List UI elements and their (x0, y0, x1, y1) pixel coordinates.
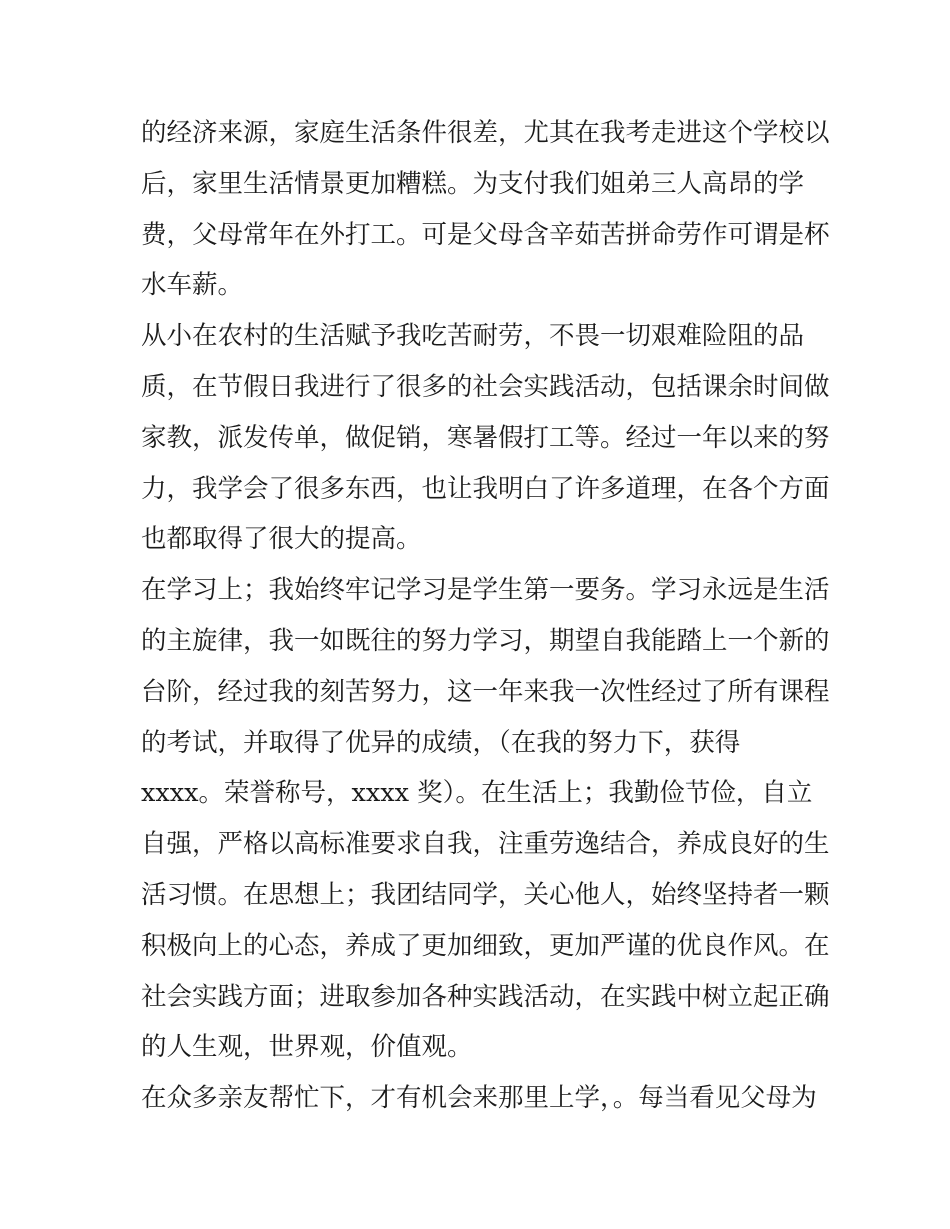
text-line: 在学习上；我始终牢记学习是学生第一要务。学习永远是生活 (141, 575, 830, 606)
text-line: 的考试，并取得了优异的成绩，（在我的努力下，获得 (141, 727, 741, 758)
text-line: 在众多亲友帮忙下，才有机会来那里上学，。每当看见父母为 (141, 1083, 817, 1114)
text-line: 自强，严格以高标准要求自我，注重劳逸结合，养成良好的生 (141, 829, 830, 860)
text-line: 费，父母常年在外打工。可是父母含辛茹苦拼命劳作可谓是杯 (141, 219, 830, 250)
text-line: 社会实践方面；进取参加各种实践活动，在实践中树立起正确 (141, 981, 830, 1012)
text-line: 家教，派发传单，做促销，寒暑假打工等。经过一年以来的努 (141, 422, 830, 453)
text-line: 的主旋律，我一如既往的努力学习，期望自我能踏上一个新的 (141, 625, 830, 656)
text-line: xxxx。荣誉称号，xxxx 奖）。在生活上；我勤俭节俭，自立 (141, 778, 813, 809)
text-line: 的经济来源，家庭生活条件很差，尤其在我考走进这个学校以 (141, 118, 830, 148)
text-line: 从小在农村的生活赋予我吃苦耐劳，不畏一切艰难险阻的品 (141, 321, 805, 352)
text-line: 后，家里生活情景更加糟糕。为支付我们姐弟三人高昂的学 (141, 168, 805, 199)
text-line: 水车薪。 (141, 270, 244, 301)
text-line: 活习惯。在思想上；我团结同学，关心他人，始终坚持者一颗 (141, 879, 830, 910)
text-line: 台阶，经过我的刻苦努力，这一年来我一次性经过了所有课程 (141, 676, 830, 707)
text-line: 的人生观，世界观，价值观。 (141, 1032, 473, 1063)
body-text (141, 108, 830, 1124)
text-line: 质，在节假日我进行了很多的社会实践活动，包括课余时间做 (141, 371, 830, 402)
text-line: 力，我学会了很多东西，也让我明白了许多道理，在各个方面 (141, 473, 830, 504)
text-line: 积极向上的心态，养成了更加细致，更加严谨的优良作风。在 (141, 930, 830, 961)
text-line: 也都取得了很大的提高。 (141, 524, 422, 555)
